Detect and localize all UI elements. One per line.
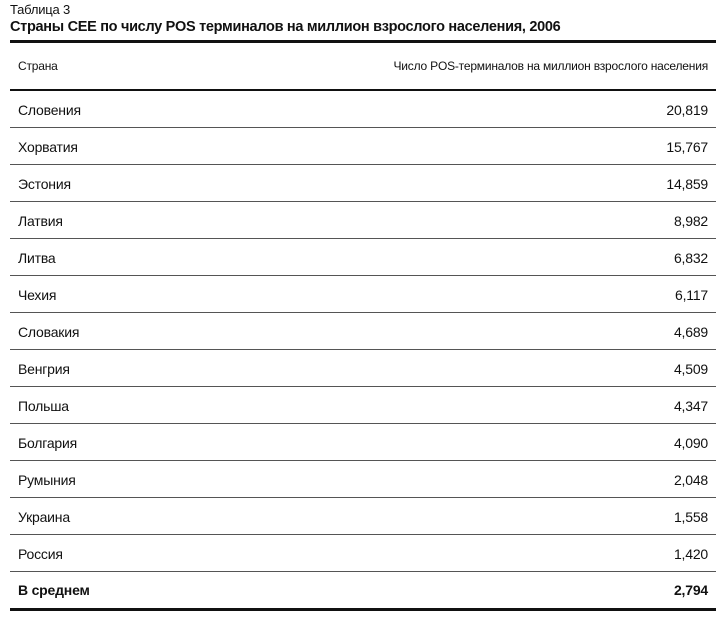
bottom-rule [10,608,716,611]
table-row [10,498,716,535]
row-value: 4,090 [673,434,708,451]
row-value: 6,832 [673,249,708,266]
row-country: Болгария [18,434,78,451]
row-country: Украина [18,508,70,525]
table-row [10,202,716,239]
table-row [10,313,716,350]
total-value: 2,794 [673,582,708,598]
table-row [10,128,716,165]
table-row [10,535,716,572]
row-country: Венгрия [18,360,70,377]
row-value: 20,819 [666,101,708,118]
table-row [10,276,716,313]
row-country: Литва [18,249,56,266]
table-row [10,387,716,424]
row-value: 4,347 [673,397,708,414]
table-row [10,239,716,276]
row-country: Словения [18,101,81,118]
row-country: Хорватия [18,138,78,155]
table-row [10,424,716,461]
header-country: Страна [18,59,58,73]
table-row [10,165,716,202]
row-value: 2,048 [673,471,708,488]
table-caption: Таблица 3 [10,2,71,17]
table-header-row [10,43,716,89]
document-page [10,0,716,611]
table-row [10,91,716,128]
row-country: Чехия [18,286,57,303]
row-value: 8,982 [673,212,708,229]
row-country: Польша [18,397,69,414]
row-country: Словакия [18,323,80,340]
row-country: Румыния [18,471,76,488]
row-value: 15,767 [666,138,708,155]
table-title: Страны CEE по числу POS терминалов на миллион взрослого населения, 2006 [10,19,561,35]
row-value: 4,689 [673,323,708,340]
row-value: 14,859 [666,175,708,192]
table-row [10,350,716,387]
header-value: Число POS-терминалов на миллион взрослого населения [393,59,708,73]
row-country: Эстония [18,175,71,192]
row-value: 4,509 [673,360,708,377]
total-label: В среднем [18,582,90,598]
row-country: Латвия [18,212,63,229]
row-value: 6,117 [675,286,708,303]
row-country: Россия [18,545,63,562]
row-value: 1,420 [673,545,708,562]
table-total-row [10,572,716,608]
table-row [10,461,716,498]
table-body [10,91,716,572]
row-value: 1,558 [673,508,708,525]
